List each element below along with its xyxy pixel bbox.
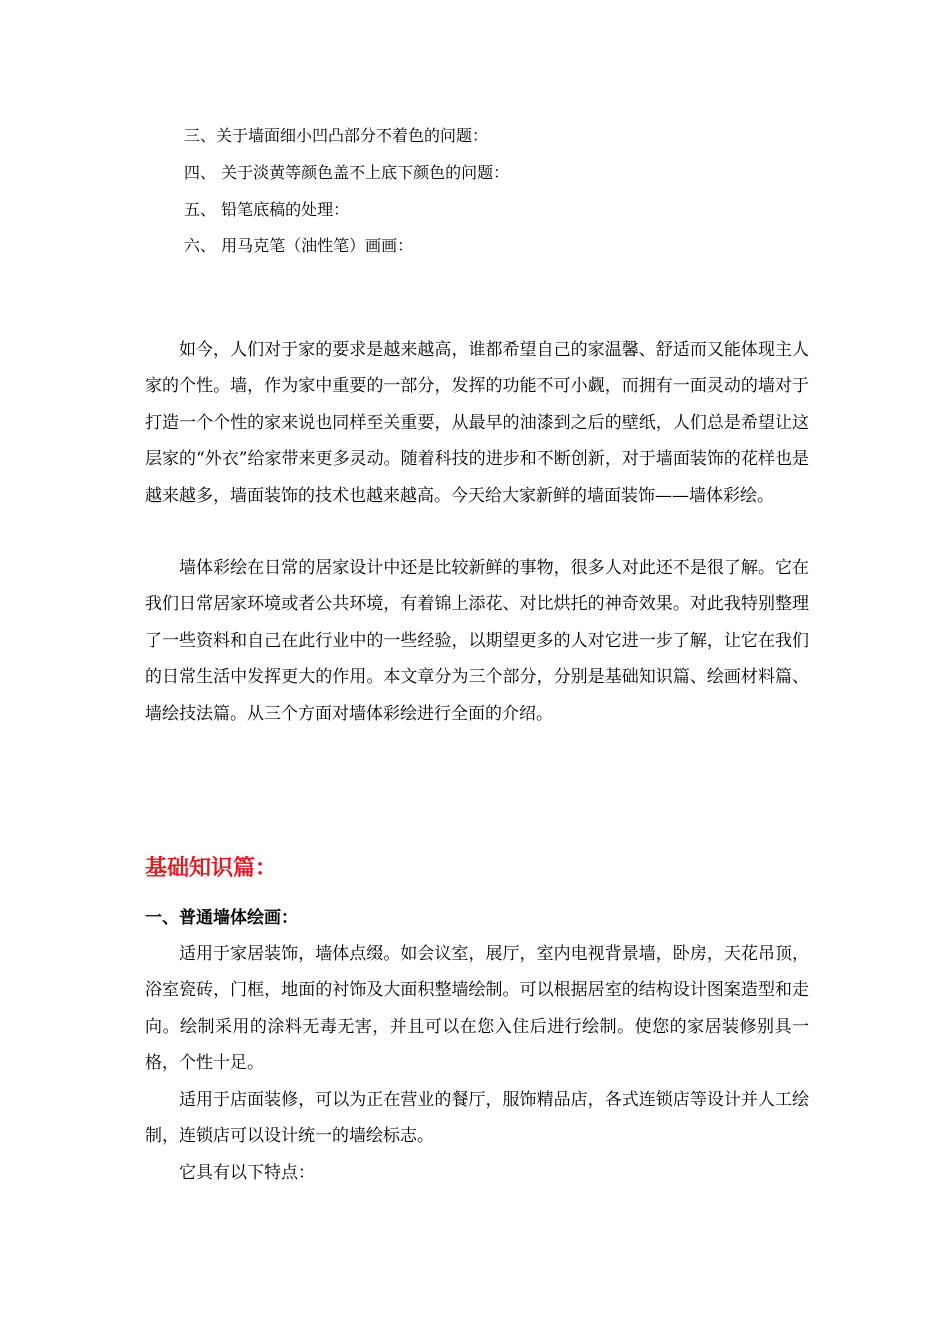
section-paragraph-3: 它具有以下特点： xyxy=(179,1163,315,1183)
intro-paragraph-2: 墙体彩绘在日常的居家设计中还是比较新鲜的事物，很多人对此还不是很了解。它在我们日常居家环境或者公共环境，有着锦上添花、对比烘托的神奇效果。对此我特别整理了一些资料和自己在此行业中的一些经验，以期望更多的人对它进一步了解，让它在我们的日常生活中发挥更大的作用。本文章分为三个部分，分别是基础知识篇、绘画材料篇、墙绘技法篇。从三个方面对墙体彩绘进行全面的介绍。 xyxy=(145,558,809,724)
section-subtitle: 一、普通墙体绘画： xyxy=(145,908,298,928)
section-paragraph-2: 适用于店面装修，可以为正在营业的餐厅，服饰精品店，各式连锁店等设计并人工绘制，连锁店可以设计统一的墙绘标志。 xyxy=(145,1090,809,1147)
toc-item-4: 四、 关于淡黄等颜色盖不上底下颜色的问题： xyxy=(184,163,510,182)
section-title: 基础知识篇： xyxy=(145,855,278,881)
intro-paragraph-1: 如今，人们对于家的要求是越来越高，谁都希望自己的家温馨、舒适而又能体现主人家的个性。墙，作为家中重要的一部分，发挥的功能不可小觑，而拥有一面灵动的墙对于打造一个个性的家来说也同样至关重要，从最早的油漆到之后的壁纸，人们总是希望让这层家的“外衣”给家带来更多灵动。随着科技的进步和不断创新，对于墙面装饰的花样也是越来越多，墙面装饰的技术也越来越高。今天给大家新鲜的墙面装饰——墙体彩绘。 xyxy=(145,340,809,506)
toc-item-6: 六、 用马克笔（油性笔）画画： xyxy=(184,236,414,255)
toc-item-3: 三、关于墙面细小凹凸部分不着色的问题： xyxy=(184,126,489,145)
section-paragraph-1: 适用于家居装饰，墙体点缀。如会议室，展厅，室内电视背景墙，卧房，天花吊顶，浴室瓷砖，门框，地面的衬饰及大面积整墙绘制。可以根据居室的结构设计图案造型和走向。绘制采用的涂料无毒无害，并且可以在您入住后进行绘制。使您的家居装修别具一格，个性十足。 xyxy=(145,944,809,1074)
toc-item-5: 五、 铅笔底稿的处理： xyxy=(184,200,350,219)
